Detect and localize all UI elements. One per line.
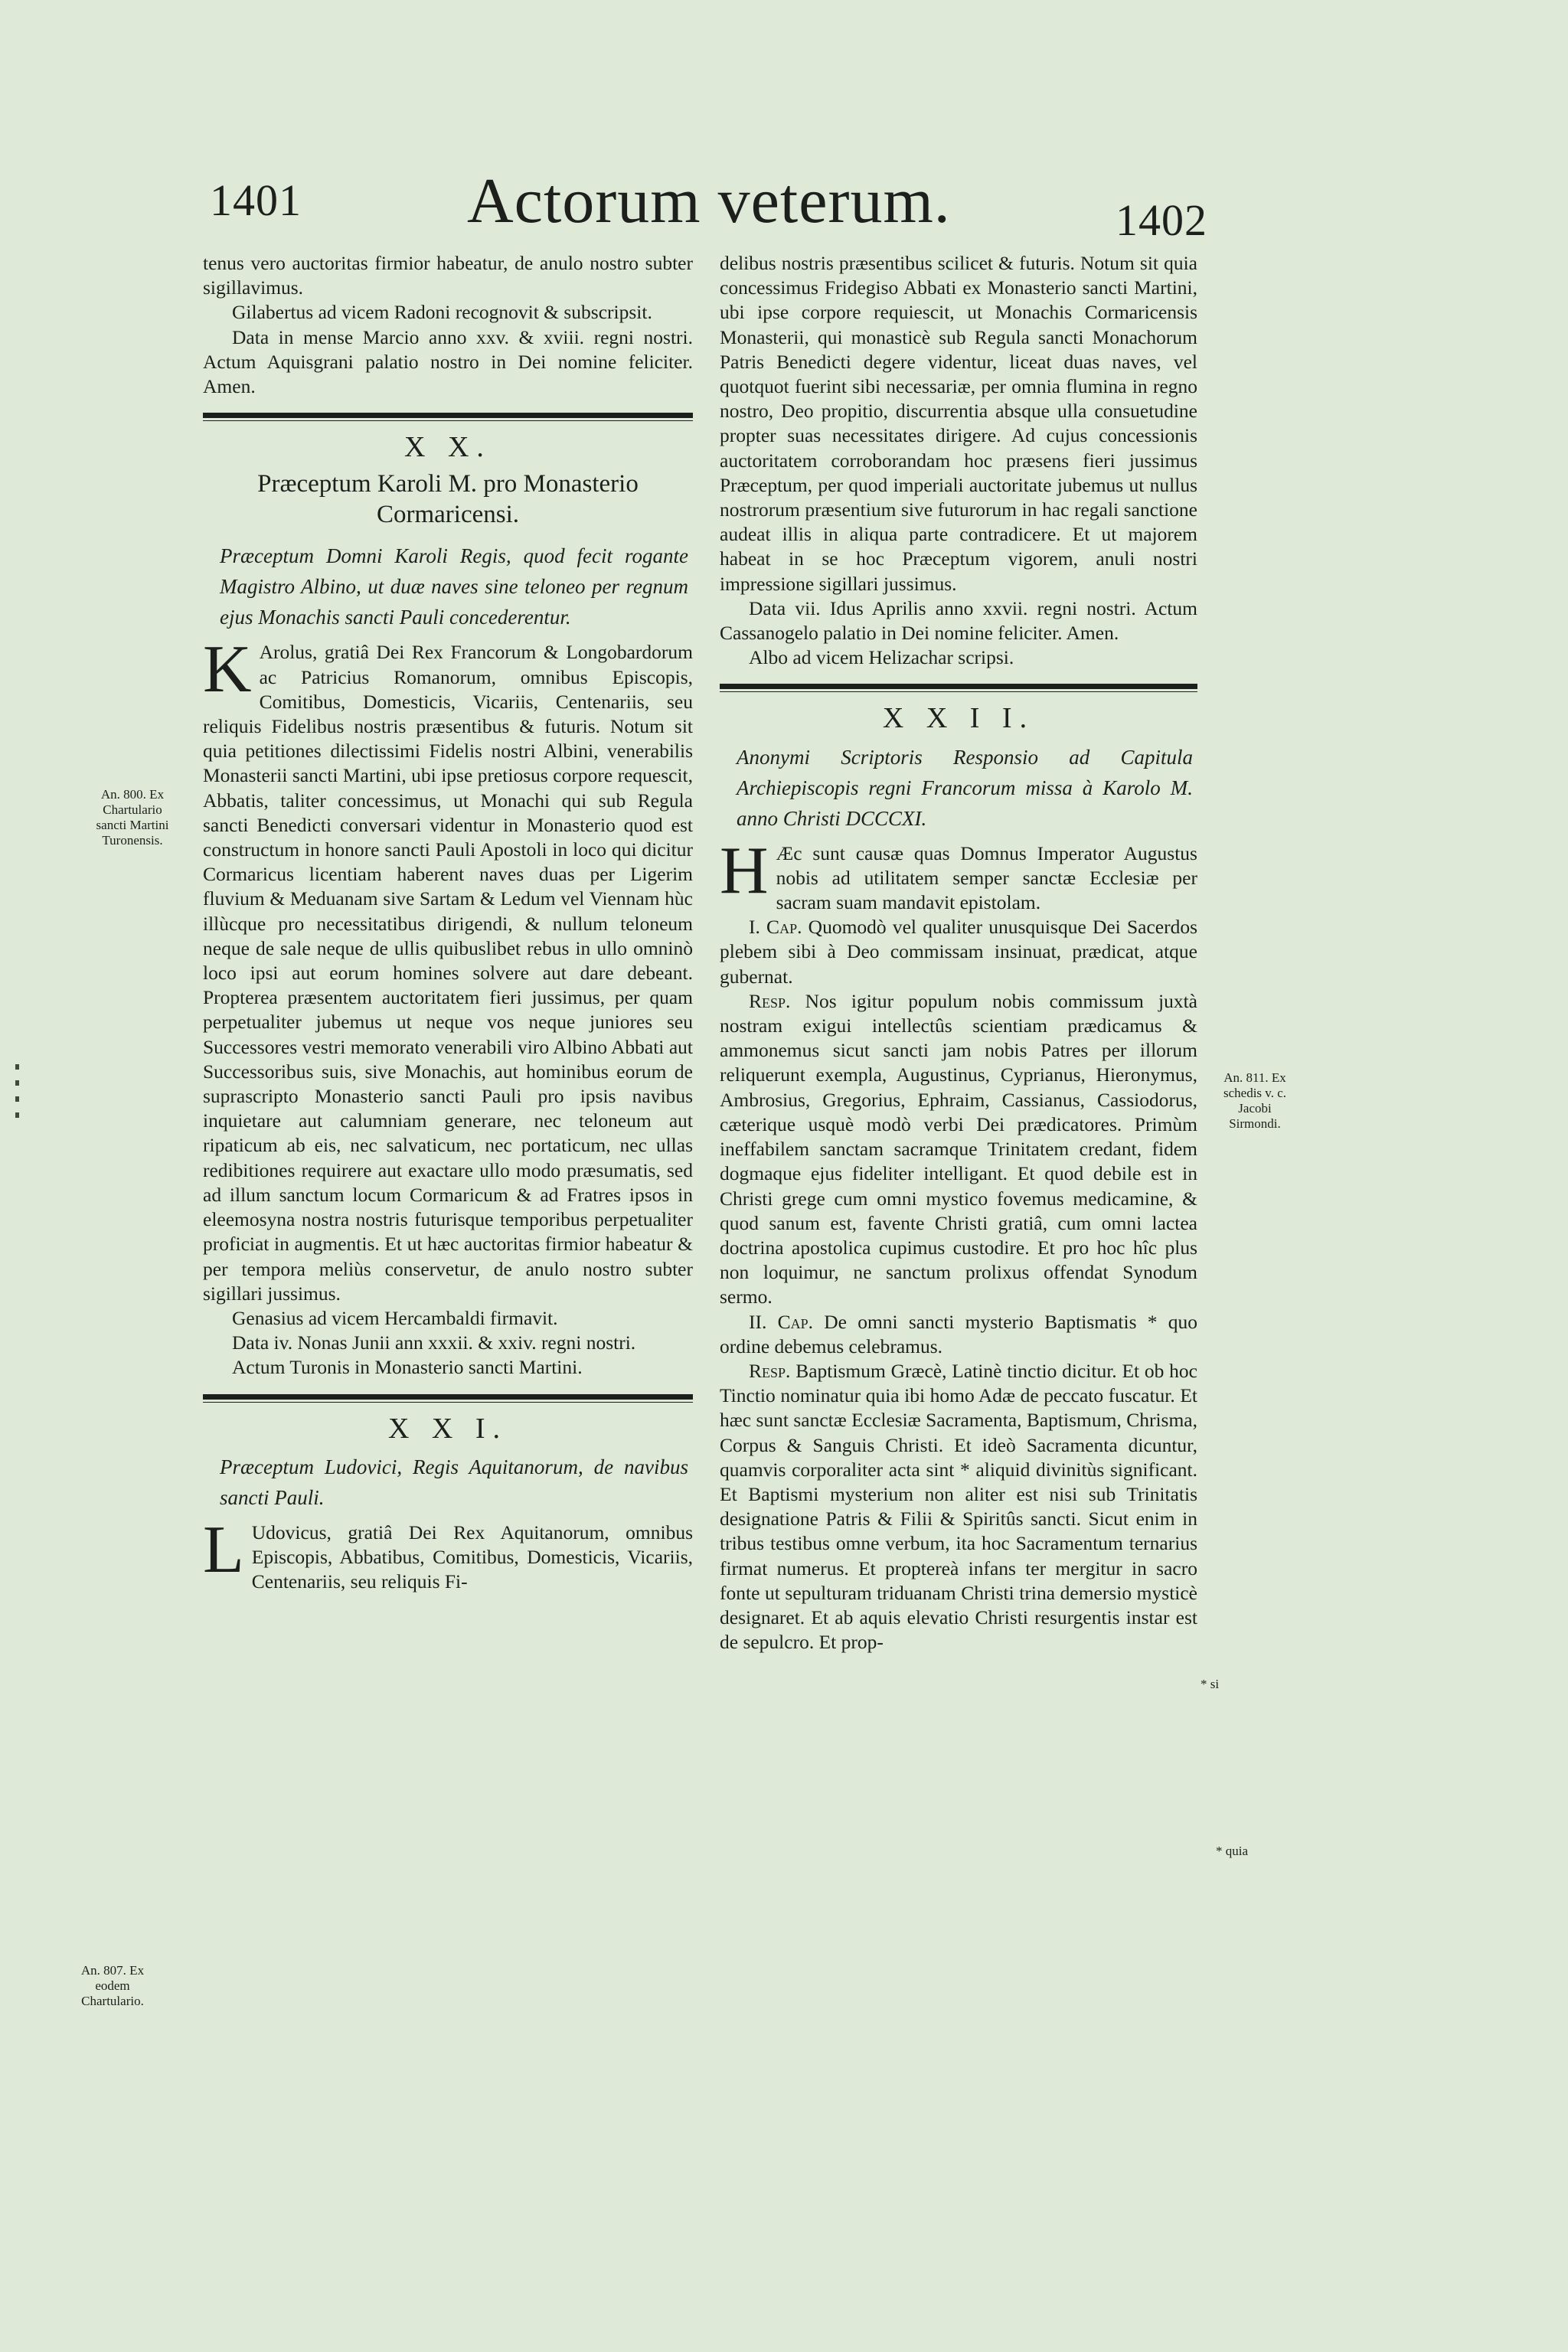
intro-text: Æc sunt causæ quas Domnus Imperator Augustus nobis ad utilitatem semper sanctæ Ecclesiæ per sacram suam mandavit epistolam.	[776, 841, 1197, 914]
charter-body	[203, 1512, 693, 1595]
paragraph: Gilabertus ad vicem Radoni recognovit & subscripsit.	[232, 301, 652, 324]
paragraph: Data iv. Nonas Junii ann xxxii. & xxiv. regni nostri.	[232, 1331, 636, 1354]
paragraph: Albo ad vicem Helizachar scripsi.	[749, 646, 1014, 669]
section-number: X X.	[404, 431, 492, 464]
charter-text: Arolus, gratiâ Dei Rex Francorum & Longobardorum ac Patricius Romanorum, omnibus Episcopis, Comitibus, Domesticis, Vicariis, Centenariis, seu reliquis Fidelibus nostris præsentibus & futuris. Notum sit quia petitiones dilectissimi Fidelis nostri Albini, venerabilis Monasterii sancti Martini, ubi ipse pretiosus corpore requescit, Abbatis, taliter concessimus, ut Monachi qui sub Regula sancti Benedicti conversari videntur in Monasterio quod est constructum in honore sancti Pauli Apostoli in loco qui dicitur Cormaricus licentiam haberent naves duas per Ligerim fluvium & Meduanam sive Sartam & Ledum vel Viennam hùc illùcque pro necessitatibus dirigendi, & nullum teloneum neque de sale neque de ullis quibuslibet rebus in ullo omninò loco ipsi aut eorum homines solvere aut dare debeant. Propterea præsentem auctoritatem fieri jussimus, per quam perpetualiter jubemus ut neque vos neque juniores seu Successores vestri memorato venerabili viro Albino Abbati aut Successoribus suis, sive Monachis, aut hominibus eorum de suprascripto Monasterio sancti Pauli pro ipsis navibus inquietare aut calumniam generare, nec teloneum aut ripaticum ab eis, nec salvaticum, nec portaticum, nec ullas redibitiones requirere aut exactare ullo modo præsumatis, sed ad illum sanctum locum Cormaricum & ad Fratres ipsos in eleemosyna nostra nostris futurisque temporibus perpetualiter proficiat in augmentis. Et ut hæc auctoritas firmior habeatur & per tempora meliùs conservetur, de anulo nostro subter sigillari jussimus.	[203, 641, 693, 1305]
margin-note: An. 811. Ex schedis v. c. Jacobi Sirmondi.	[1223, 1070, 1286, 1131]
paragraph: delibus nostris præsentibus scilicet & futuris. Notum sit quia concessimus Fridegiso Abbati ex Monasterio sancti Martini, ubi ipse corpore requiescit, ut Monachis Cormaricensis Monasterii, qui monasticè sub Regula sancti Monachorum Patris Benedicti degere videntur, liceat duas naves, vel quotquot fuerint sibi necessariæ, per omnia flumina in regno nostro, Deo propitio, discurrentia absque ulla consuetudine propter suas necessitates dirigere. Ad cujus concessionis auctoritatem corroborandam hoc præsens fieri jussimus Præceptum, per quod imperiali auctoritate jubemus ut nullus nostrorum præsentium sive futurorum in hac regali sanctione audeat illis in aliqua parte contradicere. Et ut majorem habeat in se hoc Præceptum vigorem, anuli nostri impressione sigillari jussimus.	[720, 252, 1197, 595]
paragraph: Data vii. Idus Aprilis anno xxvii. regni nostri. Actum Cassanogelo palatio in Dei nomine feliciter. Amen.	[720, 596, 1197, 645]
response-label: Resp.	[749, 1359, 791, 1382]
left-column	[203, 251, 693, 1594]
paragraph: Data in mense Marcio anno xxv. & xviii. regni nostri. Actum Aquisgrani palatio nostro in Dei nomine feliciter. Amen.	[203, 325, 693, 398]
paragraph: tenus vero auctoritas firmior habeatur, de anulo nostro subter sigillavimus.	[203, 252, 693, 299]
chapter-label: II. Cap.	[749, 1310, 813, 1333]
section-rule	[203, 413, 693, 421]
section-rule	[720, 684, 1197, 692]
drop-cap: H	[720, 833, 769, 908]
section-subtitle: Præceptum Ludovici, Regis Aquitanorum, de navibus sancti Pauli.	[220, 1455, 688, 1509]
margin-note: * quia	[1216, 1844, 1249, 1858]
paragraph: Genasius ad vicem Hercambaldi firmavit.	[232, 1306, 558, 1329]
right-column	[720, 251, 1197, 1655]
response-text: Nos igitur populum nobis commissum juxtà nostram exigui intellectûs scientiam prædicamus & ammonemus sicut sancti jam nobis Patres per illorum reliquerunt exempla, Augustinus, Cyprianus, Hieronymus, Ambrosius, Gregorius, Ephraim, Cassianus, Cassiodorus, cæterique usquè modò verbi Dei prædicatores. Primùm ineffabilem sanctam sacramque Trinitatem credant, fidem dogmaque ejus fideliter intelligant. Et quod debile est in Christi grege cum omni mystico fovemus medicamine, & quod sanum est, favente Christi gratiâ, cum omni lactea doctrina apostolica cupimus custodire. Et pro hoc hîc plus non loquimur, ne sanctum prolixus offendat Synodum sermo.	[720, 989, 1197, 1308]
charter-text: Udovicus, gratiâ Dei Rex Aquitanorum, omnibus Episcopis, Abbatibus, Comitibus, Domesticis, Vicariis, Centenariis, seu reliquis Fi-	[251, 1521, 693, 1593]
section-number: X X I.	[387, 1412, 508, 1445]
section-rule	[203, 1394, 693, 1403]
response-paragraph	[720, 1359, 1197, 1655]
margin-note: An. 807. Ex eodem Chartulario.	[80, 1963, 145, 2008]
chapter-text: Quomodò vel qualiter unusquisque Dei Sacerdos plebem sibi à Deo commissam insinuat, prædicat, atque gubernat.	[720, 916, 1198, 988]
page-number-left: 1401	[210, 175, 302, 225]
chapter-text: De omni sancti mysterio Baptismatis * quo ordine debemus celebramus.	[720, 1310, 1197, 1357]
section-subtitle: Anonymi Scriptoris Responsio ad Capitula Archiepiscopis regni Francorum missa à Karolo M. anno Christi DCCCXI.	[737, 745, 1193, 830]
running-title: Actorum veterum.	[467, 165, 951, 237]
response-label: Resp.	[749, 989, 791, 1012]
page-number-right: 1402	[1116, 195, 1207, 245]
drop-cap: K	[203, 632, 252, 707]
chapter-paragraph	[720, 915, 1197, 989]
section-number: X X I I.	[882, 702, 1035, 735]
intro-paragraph	[720, 833, 1197, 916]
paragraph: Actum Turonis in Monasterio sancti Martini.	[232, 1356, 583, 1379]
chapter-paragraph	[720, 1310, 1197, 1359]
page-edge-marks	[15, 1064, 21, 1156]
response-text: Baptismum Græcè, Latinè tinctio dicitur. Et ob hoc Tinctio nominatur quia ibi homo Adæ de peccato fuscatur. Et hæc sunt sanctæ Ecclesiæ Sacramenta, Baptismum, Chrisma, Corpus & Sanguis Christi. Et ideò Sacramenta dicuntur, quamvis corporaliter acta sint * aliquid divinitùs significant. Et Baptismi mysterium non aliter est nisi sub Trinitatis designatione Patris & Filii & Spiritûs sancti. Sicut enim in tribus testibus omne verbum, ita hoc Sacramentum ternarius firmat numerus. Et proptereà infans ter mergitur in sacro fonte ut sepulturam triduanam Christi trina demersio mysticè designaret. Et ab aquis elevatio Christi resurgentis instar est de sepulcro. Et prop-	[720, 1359, 1198, 1654]
response-paragraph	[720, 989, 1197, 1310]
charter-body	[203, 632, 693, 1305]
chapter-label: I. Cap.	[749, 916, 802, 939]
drop-cap: L	[203, 1512, 244, 1587]
margin-note: An. 800. Ex Chartulario sancti Martini Turonensis.	[96, 787, 169, 848]
section-subtitle: Præceptum Domni Karoli Regis, quod fecit rogante Magistro Albino, ut duæ naves sine teloneo per regnum ejus Monachis sancti Pauli concederentur.	[220, 544, 688, 629]
margin-note: * si	[1200, 1677, 1220, 1691]
section-title: Præceptum Karoli M. pro Monasterio Cormaricensi.	[257, 470, 639, 529]
